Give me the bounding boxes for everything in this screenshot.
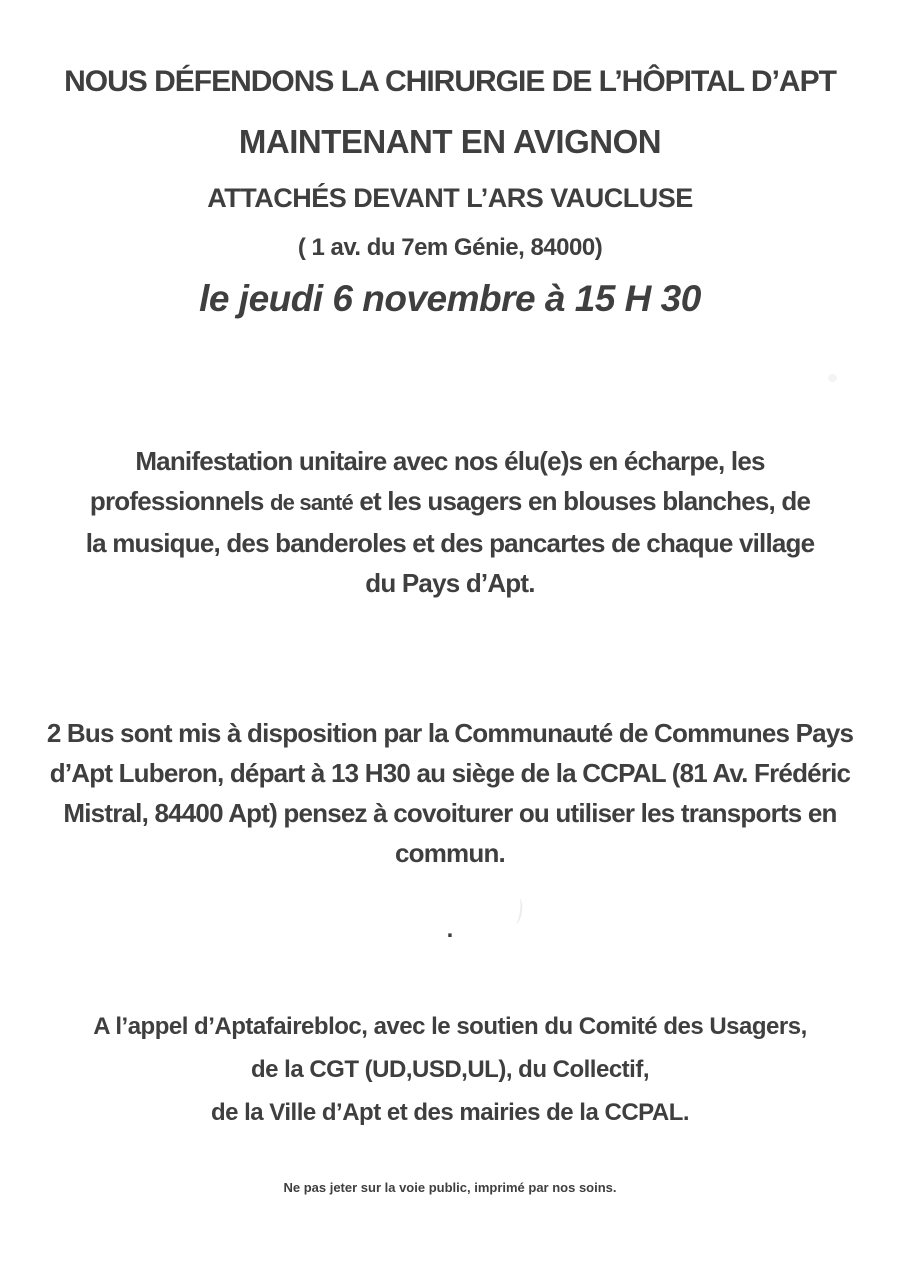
paragraph-manifestation-line-2 (86, 481, 815, 523)
line2-segment-start: professionnels (89, 486, 271, 516)
address-line: ( 1 av. du 7em Génie, 84000) (297, 234, 603, 261)
paragraph-bus-line-1: 2 Bus sont mis à disposition par la Communauté de Communes Pays (46, 718, 854, 748)
scan-artifact-smudge (828, 374, 837, 382)
line2-segment-end: et les usagers en blouses blanches, de (352, 486, 811, 516)
subtitle-ars-vaucluse: ATTACHÉS DEVANT L’ARS VAUCLUSE (207, 183, 693, 213)
scan-artifact-curve (510, 897, 524, 924)
paragraph-appel-line-2: de la CGT (UD,USD,UL), du Collectif, (250, 1056, 649, 1083)
paragraph-manifestation-line-1: Manifestation unitaire avec nos élu(e)s en écharpe, les (135, 446, 765, 476)
footer-print-notice: Ne pas jeter sur la voie public, imprimé par nos soins. (283, 1180, 617, 1195)
paragraph-bus-line-2: d’Apt Luberon, départ à 13 H30 au siège de la CCPAL (81 Av. Frédéric (49, 758, 851, 788)
date-time-line: le jeudi 6 novembre à 15 H 30 (199, 278, 701, 319)
paragraph-manifestation-line-3: la musique, des banderoles et des pancartes de chaque village (85, 528, 815, 558)
stray-dot: . (446, 916, 454, 943)
paragraph-bus-line-4: commun. (395, 838, 505, 868)
paragraph-bus (47, 713, 853, 873)
title-line-1: NOUS DÉFENDONS LA CHIRURGIE DE L’HÔPITAL D’APT (64, 65, 836, 98)
paragraph-appel-line-1: A l’appel d’Aptafairebloc, avec le soutien du Comité des Usagers, (93, 1013, 807, 1040)
paragraph-appel-line-3: de la Ville d’Apt et des mairies de la CCPAL. (210, 1099, 690, 1126)
title-line-2: MAINTENANT EN AVIGNON (238, 123, 662, 160)
paragraph-manifestation-line-4: du Pays d’Apt. (365, 568, 535, 598)
paragraph-bus-line-3: Mistral, 84400 Apt) pensez à covoiturer ou utiliser les transports en (63, 798, 837, 828)
paragraph-appel (93, 1005, 806, 1134)
line2-segment-small: de santé (270, 490, 353, 515)
paragraph-manifestation (86, 441, 815, 603)
